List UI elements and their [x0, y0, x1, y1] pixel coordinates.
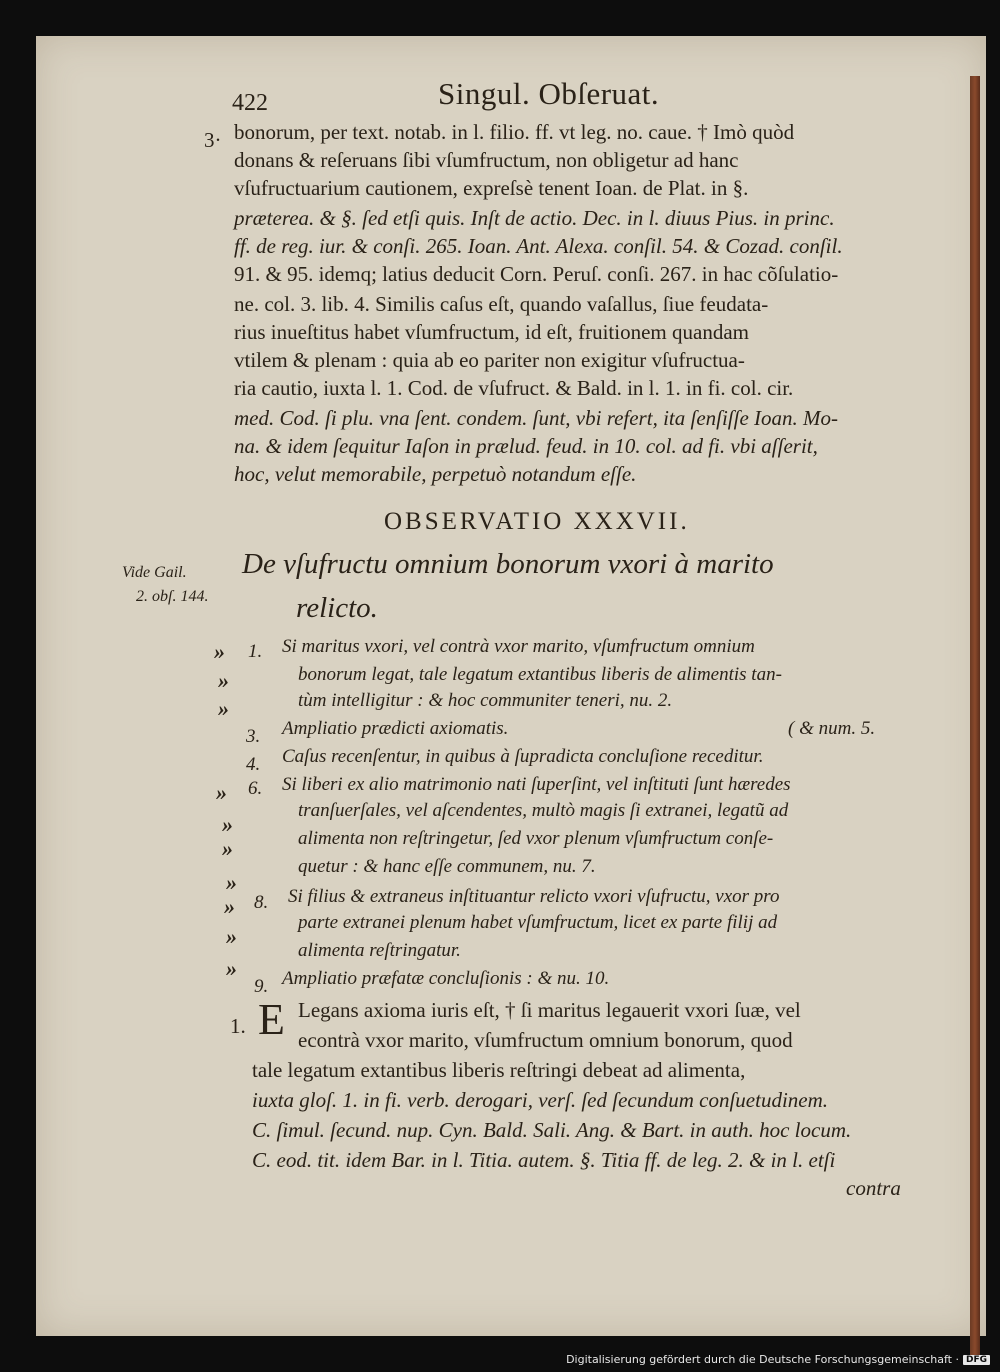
text-line: ne. col. 3. lib. 4. Similis caſus eſt, quando vaſallus, ſiue feudata-: [234, 292, 769, 316]
text-line: vſufructuarium cautionem, expreſsè tenent Ioan. de Plat. in §.: [234, 176, 749, 200]
summary-line: Ampliatio præfatæ concluſionis : & nu. 10.: [282, 968, 610, 989]
summary-line: Si filius & extraneus inſtituantur relicto vxori vſufructu, vxor pro: [288, 886, 780, 907]
text-line: ria cautio, iuxta l. 1. Cod. de vſufruct. & Bald. in l. 1. in fi. col. cir.: [234, 376, 794, 400]
book-page: [36, 36, 986, 1336]
digitization-credit: [566, 1353, 990, 1366]
paragraph-number: 1.: [230, 1014, 246, 1038]
quote-mark: »: [218, 668, 229, 693]
running-title: Singul. Obſeruat.: [438, 76, 660, 111]
summary-number: 1.: [248, 641, 263, 662]
quote-mark: »: [224, 894, 235, 919]
text-line: bonorum, per text. notab. in l. filio. ff. vt leg. no. caue. † Imò quòd: [234, 120, 795, 144]
quote-mark: »: [214, 639, 225, 664]
summary-line: Ampliatio prædicti axiomatis.: [282, 718, 509, 739]
summary-line: tùm intelligitur : & hoc communiter teneri, nu. 2.: [298, 690, 673, 711]
body-line: C. eod. tit. idem Bar. in l. Titia. autem. §. Titia ff. de leg. 2. & in l. etſi: [252, 1148, 836, 1172]
text-line: med. Cod. ſi plu. vna ſent. condem. ſunt, vbi refert, ita ſenſiſſe Ioan. Mo-: [234, 406, 839, 430]
text-line: hoc, velut memorabile, perpetuò notandum eſſe.: [234, 462, 637, 486]
dfg-logo: DFG: [963, 1355, 990, 1365]
summary-line: quetur : & hanc eſſe communem, nu. 7.: [298, 856, 596, 877]
observation-subject: relicto.: [296, 592, 378, 624]
book-spine-edge: [970, 76, 980, 1356]
text-line: na. & idem ſequitur Iaſon in prælud. feud. in 10. col. ad fi. vbi aſſerit,: [234, 434, 818, 458]
summary-number: 3.: [246, 726, 261, 747]
text-line: ff. de reg. iur. & conſi. 265. Ioan. Ant. Alexa. conſil. 54. & Cozad. conſil.: [234, 234, 843, 258]
summary-line: parte extranei plenum habet vſumfructum, licet ex parte filij ad: [298, 912, 778, 933]
quote-mark: »: [216, 780, 227, 805]
summary-line: Caſus recenſentur, in quibus à ſupradicta concluſione receditur.: [282, 746, 764, 767]
margin-note: Vide Gail.: [122, 564, 187, 581]
observation-subject: De vſufructu omnium bonorum vxori à marito: [242, 548, 774, 580]
line-marker: 3·: [204, 128, 222, 152]
summary-line: tranſuerſales, vel aſcendentes, multò magis ſi extranei, legatũ ad: [298, 800, 789, 821]
summary-number: 9.: [254, 976, 269, 997]
drop-cap: E: [258, 995, 285, 1044]
quote-mark: »: [222, 812, 233, 837]
credit-text: Digitalisierung gefördert durch die Deutsche Forschungsgemeinschaft ·: [566, 1353, 959, 1366]
summary-number: 6.: [248, 778, 263, 799]
body-line: Legans axioma iuris eſt, † ſi maritus legauerit vxori ſuæ, vel: [298, 998, 801, 1022]
summary-line: alimenta reſtringatur.: [298, 940, 461, 961]
body-line: iuxta gloſ. 1. in fi. verb. derogari, verſ. ſed ſecundum conſuetudinem.: [252, 1088, 829, 1112]
body-line: C. ſimul. ſecund. nup. Cyn. Bald. Sali. Ang. & Bart. in auth. hoc locum.: [252, 1118, 852, 1142]
page-number: 422: [232, 90, 268, 116]
summary-line: bonorum legat, tale legatum extantibus liberis de alimentis tan-: [298, 664, 782, 685]
summary-number: 8.: [254, 892, 269, 913]
summary-line-right: ( & num. 5.: [788, 718, 876, 739]
margin-note: 2. obſ. 144.: [136, 588, 209, 605]
text-line: vtilem & plenam : quia ab eo pariter non exigitur vſufructua-: [234, 348, 745, 372]
body-line: tale legatum extantibus liberis reſtringi debeat ad alimenta,: [252, 1058, 746, 1082]
quote-mark: »: [222, 836, 233, 861]
quote-mark: »: [226, 956, 237, 981]
observation-heading: OBSERVATIO XXXVII.: [384, 508, 690, 535]
text-line: præterea. & §. ſed etſi quis. Inſt de actio. Dec. in l. diuus Pius. in princ.: [234, 206, 835, 230]
quote-mark: »: [226, 924, 237, 949]
text-line: rius inueſtitus habet vſumfructum, id eſt, fruitionem quandam: [234, 320, 749, 344]
quote-mark: »: [226, 870, 237, 895]
summary-line: alimenta non reſtringetur, ſed vxor plenum vſumfructum conſe-: [298, 828, 774, 849]
catchword: contra: [846, 1176, 901, 1200]
summary-line: Si maritus vxori, vel contrà vxor marito, vſumfructum omnium: [282, 636, 755, 657]
body-line: econtrà vxor marito, vſumfructum omnium bonorum, quod: [298, 1028, 793, 1052]
text-line: donans & reſeruans ſibi vſumfructum, non obligetur ad hanc: [234, 148, 739, 172]
summary-line: Si liberi ex alio matrimonio nati ſuperſint, vel inſtituti ſunt hæredes: [282, 774, 791, 795]
summary-number: 4.: [246, 754, 261, 775]
text-line: 91. & 95. idemq; latius deducit Corn. Peruſ. conſi. 267. in hac cõſulatio-: [234, 262, 839, 286]
quote-mark: »: [218, 696, 229, 721]
